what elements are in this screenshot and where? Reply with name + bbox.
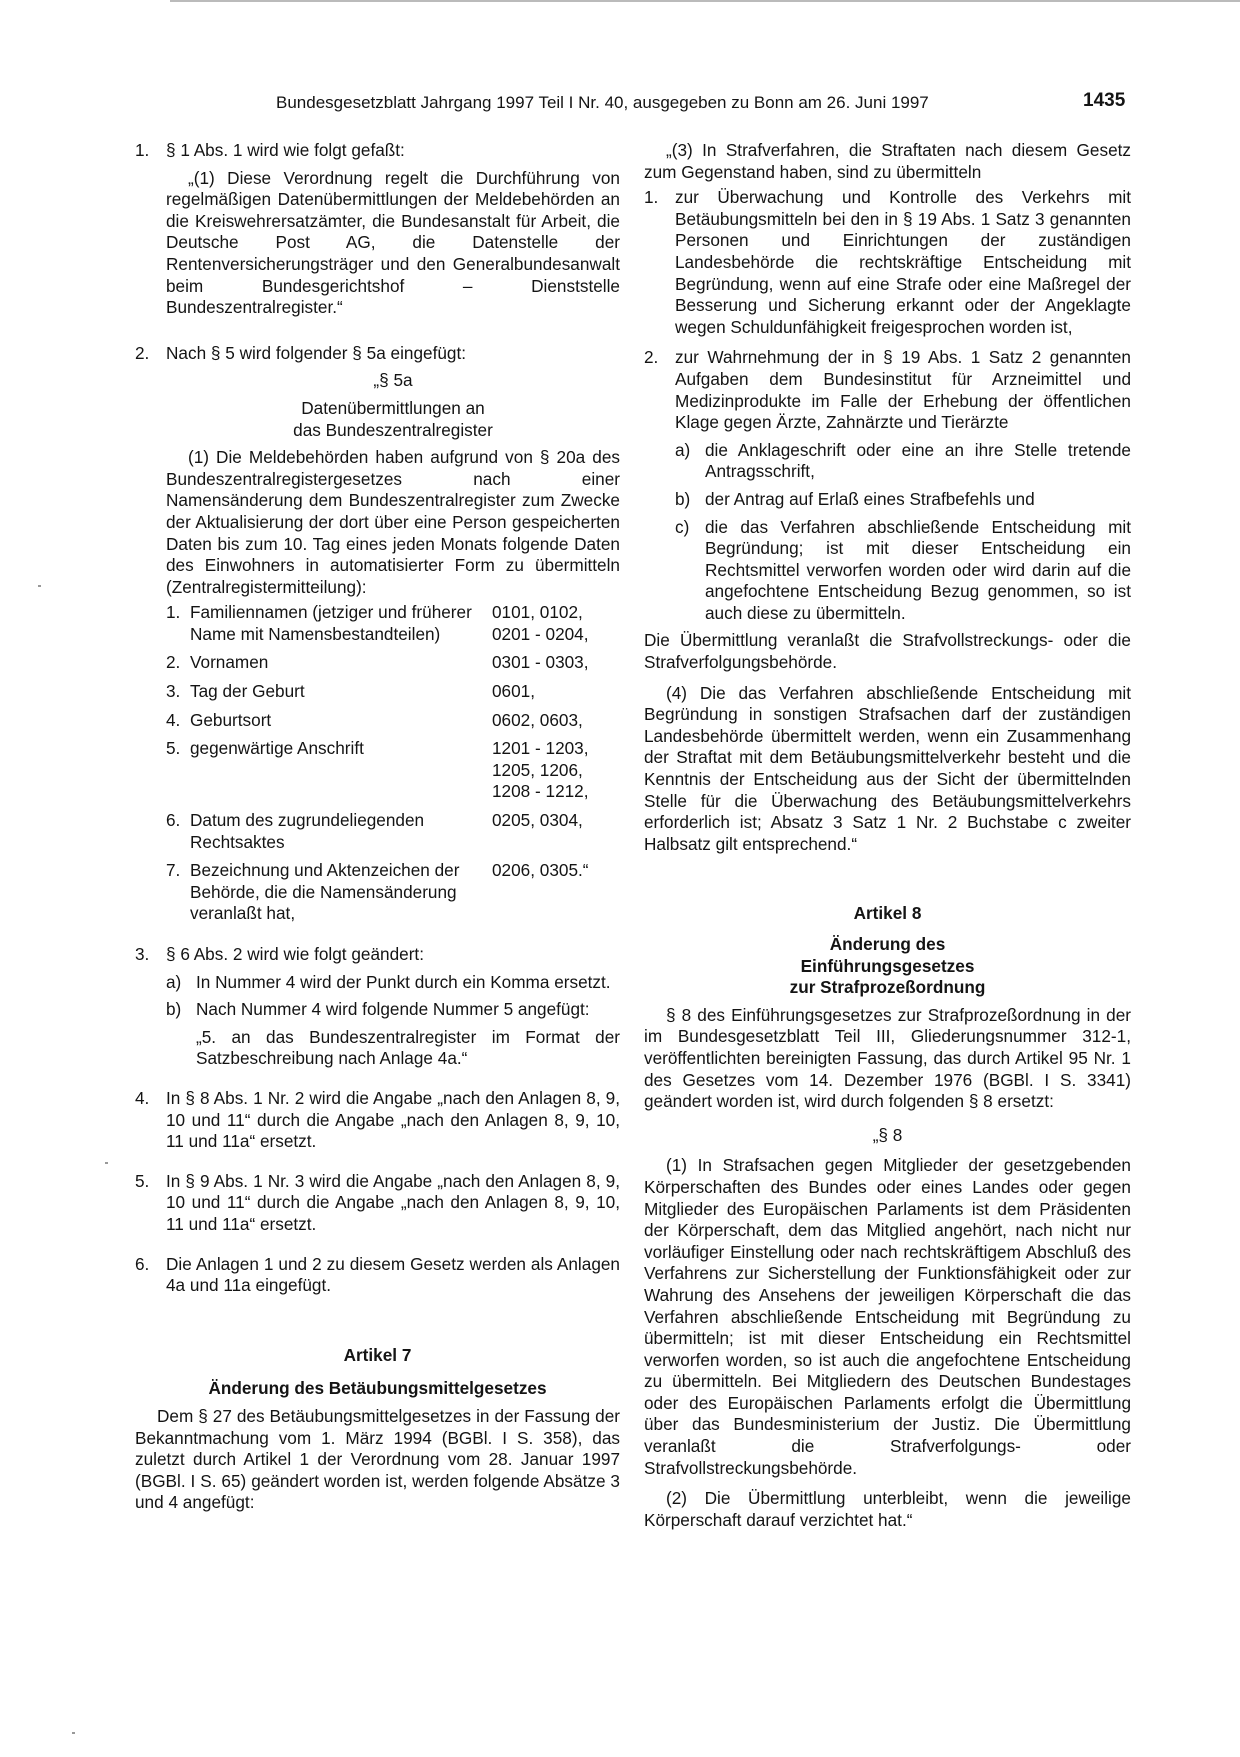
table-row xyxy=(166,710,620,732)
scan-speck xyxy=(105,1162,108,1164)
page-number: 1435 xyxy=(1083,90,1126,111)
item-number: 1. xyxy=(135,140,150,160)
section-heading: „§ 8 xyxy=(872,1124,903,1145)
table-row xyxy=(166,810,620,853)
row-number: 6. xyxy=(166,810,181,831)
sub-item xyxy=(166,999,620,1021)
sub-item xyxy=(675,489,1131,511)
quoted-item: „5. an das Bundeszentralregister im Format der Satzbeschreibung nach Anlage 4a.“ xyxy=(196,1026,620,1069)
row-code: 0205, 0304, xyxy=(492,810,583,831)
sub-item-letter: c) xyxy=(675,516,690,537)
sub-item xyxy=(675,517,1131,625)
sub-item-text: In Nummer 4 wird der Punkt durch ein Komma ersetzt. xyxy=(196,971,611,992)
sub-item-letter: b) xyxy=(166,999,182,1020)
paragraph: (1) Die Meldebehörden haben aufgrund von § 20a des Bundeszentralregistergesetzes nach einer Namensänderung dem Bundeszentralregister zum Zwecke der Aktualisierung der dort über eine Person gespeicherten Daten bis zum 10. Tag eines jeden Monats folgende Daten des Einwohners in automatisierter Form zu übermitteln (Zentralregistermitteilung): xyxy=(166,447,620,597)
table-row xyxy=(166,681,620,703)
article-heading: Artikel 8 xyxy=(853,903,922,924)
article-title: Änderung des xyxy=(829,934,946,954)
list-item xyxy=(135,1088,620,1153)
item-number: 6. xyxy=(135,1253,150,1274)
sub-item-letter: a) xyxy=(166,971,182,992)
top-edge-rule xyxy=(170,0,1240,2)
sub-item-text: die Anklageschrift oder eine an ihre Stelle tretende Antragsschrift, xyxy=(705,439,1131,482)
sub-item-text: die das Verfahren abschließende Entscheidung mit Begründung; ist mit dieser Entscheidung ein Rechtsmittel verworfen worden oder wird darin auf die angefochtene Entscheidung Bezug genommen, so ist auch diese zu übermitteln. xyxy=(705,516,1131,623)
row-code: 1201 - 1203, 1205, 1206, 1208 - 1212, xyxy=(492,738,589,802)
item-number: 2. xyxy=(135,342,150,363)
table-row xyxy=(166,860,620,925)
item-number: 2. xyxy=(644,347,659,368)
list-item xyxy=(135,140,620,162)
sub-item xyxy=(166,972,620,994)
row-label: Vornamen xyxy=(190,652,269,673)
section-heading: „§ 5a xyxy=(373,370,413,391)
row-number: 3. xyxy=(166,681,181,702)
item-text: Nach § 5 wird folgender § 5a eingefügt: xyxy=(166,342,467,363)
running-header: Bundesgesetzblatt Jahrgang 1997 Teil I Nr. 40, ausgegeben zu Bonn am 26. Juni 1997 xyxy=(276,93,929,112)
article-title: zur Strafprozeßordnung xyxy=(789,977,986,998)
paragraph: Die Übermittlung veranlaßt die Strafvollstreckungs- oder die Strafverfolgungsbehörde. xyxy=(644,630,1131,673)
sub-item-letter: b) xyxy=(675,488,691,509)
paragraph: § 8 des Einführungsgesetzes zur Strafprozeßordnung in der im Bundesgesetzblatt Teil III, Gliederungsnummer 312-1, veröffentlichten bereinigten Fassung, das durch Artikel 95 Nr. 1 des Gesetzes vom 14. Dezember 1976 (BGBl. I S. 3341) geändert worden ist, wird durch folgenden § 8 ersetzt: xyxy=(644,1004,1131,1112)
paragraph: „(3) In Strafverfahren, die Straftaten nach diesem Gesetz zum Gegenstand haben, sind zu übermitteln xyxy=(644,140,1131,182)
table-row xyxy=(166,652,620,674)
article-title: Einführungsgesetzes xyxy=(800,955,975,976)
row-number: 1. xyxy=(166,602,181,623)
list-item xyxy=(135,1171,620,1236)
list-item xyxy=(135,343,620,365)
sub-item xyxy=(675,440,1131,483)
scan-speck xyxy=(72,1732,75,1734)
row-label: gegenwärtige Anschrift xyxy=(190,738,364,759)
paragraph: (4) Die das Verfahren abschließende Entscheidung mit Begründung in sonstigen Strafsachen darf der zuständigen Landesbehörde übermittelt werden, wenn ein Zusammenhang der Straftat mit dem Betäubungsmittelverkehr besteht und die Kenntnis der Entscheidung aus der Sicht der übermittelnden Stelle für die Überwachung des Betäubungsmittelverkehrs erforderlich ist; Absatz 3 Satz 1 Nr. 2 Buchstabe c zweiter Halbsatz gilt entsprechend.“ xyxy=(644,682,1131,854)
row-code: 0301 - 0303, xyxy=(492,652,589,673)
item-number: 3. xyxy=(135,944,150,964)
row-code: 0602, 0603, xyxy=(492,709,583,730)
row-code: 0601, xyxy=(492,681,536,702)
list-item xyxy=(644,187,1131,338)
row-code: 0101, 0102, 0201 - 0204, xyxy=(492,602,589,644)
paragraph: (2) Die Übermittlung unterbleibt, wenn die jeweilige Körperschaft darauf verzichtet hat.“ xyxy=(644,1488,1131,1530)
list-item xyxy=(135,1254,620,1297)
scan-speck xyxy=(38,585,41,587)
item-text: zur Wahrnehmung der in § 19 Abs. 1 Satz 2 genannten Aufgaben dem Bundesinstitut für Arzneimittel und Medizinprodukte im Falle der Erhebung der öffentlichen Klage gegen Ärzte, Zahnärzte und Tierärzte xyxy=(675,347,1131,433)
sub-item-text: Nach Nummer 4 wird folgende Nummer 5 angefügt: xyxy=(196,999,590,1020)
quoted-paragraph: „(1) Diese Verordnung regelt die Durchführung von regelmäßigen Datenübermittlungen der Meldebehörden an die Kreiswehrersatzämter, die Bundesanstalt für Arbeit, die Deutsche Post AG, die Datenstelle der Rentenversicherungsträger und den Generalbundesanwalt beim Bundesgerichtshof – Dienststelle Bundeszentralregister.“ xyxy=(166,167,620,318)
section-title: das Bundeszentralregister xyxy=(293,419,493,440)
row-label: Geburtsort xyxy=(190,709,272,730)
paragraph: Dem § 27 des Betäubungsmittelgesetzes in der Fassung der Bekanntmachung vom 1. März 1994 (BGBl. I S. 358), das zuletzt durch Artikel 1 der Verordnung vom 28. Januar 1997 (BGBl. I S. 65) geändert worden ist, werden folgende Absätze 3 und 4 angefügt: xyxy=(135,1405,620,1513)
item-number: 4. xyxy=(135,1087,150,1108)
item-text: In § 9 Abs. 1 Nr. 3 wird die Angabe „nach den Anlagen 8, 9, 10 und 11“ durch die Angabe „nach den Anlagen 8, 9, 10, 11 und 11a“ ersetzt. xyxy=(166,1170,620,1234)
sub-item-letter: a) xyxy=(675,439,691,460)
item-number: 5. xyxy=(135,1170,150,1191)
row-code: 0206, 0305.“ xyxy=(492,860,589,881)
article-heading: Artikel 7 xyxy=(343,1344,412,1365)
row-number: 7. xyxy=(166,860,181,881)
item-text: In § 8 Abs. 1 Nr. 2 wird die Angabe „nach den Anlagen 8, 9, 10 und 11“ durch die Angabe „nach den Anlagen 8, 9, 10, 11 und 11a“ ersetzt. xyxy=(166,1087,620,1152)
row-label: Familiennamen (jetziger und früherer Name mit Namensbestandteilen) xyxy=(190,602,472,644)
section-title: Datenübermittlungen an xyxy=(301,397,485,418)
row-label: Tag der Geburt xyxy=(190,681,305,702)
table-row xyxy=(166,602,620,645)
row-number: 4. xyxy=(166,709,181,730)
list-item xyxy=(644,347,1131,433)
left-column xyxy=(135,140,620,1514)
right-column xyxy=(644,140,1131,1531)
row-number: 5. xyxy=(166,738,181,759)
item-text: zur Überwachung und Kontrolle des Verkehrs mit Betäubungsmitteln bei den in § 19 Abs. 1 Satz 3 genannten Personen und Einrichtungen der zuständigen Landesbehörde die rechtskräftige Entscheidung mit Begründung, wenn auf eine Strafe oder eine Maßregel der Besserung und Sicherung erkannt oder der Angeklagte wegen Schuldunfähigkeit freigesprochen worden ist, xyxy=(675,187,1131,337)
item-text: Die Anlagen 1 und 2 zu diesem Gesetz werden als Anlagen 4a und 11a eingefügt. xyxy=(166,1253,620,1296)
article-title: Änderung des Betäubungsmittelgesetzes xyxy=(208,1378,547,1399)
item-text: § 6 Abs. 2 wird wie folgt geändert: xyxy=(166,944,424,964)
row-label: Bezeichnung und Aktenzeichen der Behörde, die die Namensänderung veranlaßt hat, xyxy=(190,860,460,924)
sub-item-text: der Antrag auf Erlaß eines Strafbefehls und xyxy=(705,488,1035,509)
item-number: 1. xyxy=(644,187,659,208)
item-text: § 1 Abs. 1 wird wie folgt gefaßt: xyxy=(166,140,405,160)
row-label: Datum des zugrundeliegenden Rechtsaktes xyxy=(190,810,425,852)
paragraph: (1) In Strafsachen gegen Mitglieder der gesetzgebenden Körperschaften des Bundes oder eines Landes oder gegen Mitglieder des Europäischen Parlaments ist dem Präsidenten der Körperschaft, dem das Mitglied angehört, nach nicht nur vorläufiger Einstellung oder nach rechtskräftigem Abschluß des Verfahrens zur Sicherstellung der Funktionsfähigkeit oder zur Wahrung des Ansehens der jeweiligen Körperschaft die das Verfahren abschließende Entscheidung mit Begründung zu übermitteln; ist mit dieser Entscheidung ein Rechtsmittel verworfen worden, so ist auch die angefochtene Entscheidung zu übermitteln. Bei Mitgliedern des Deutschen Bundestages oder des Europäischen Parlaments erfolgt die Übermittlung über das Bundesministerium der Justiz. Die Übermittlung veranlaßt die Strafverfolgungs- oder Strafvollstreckungsbehörde. xyxy=(644,1155,1131,1478)
table-row xyxy=(166,738,620,803)
list-item xyxy=(135,944,620,966)
data-table xyxy=(166,602,620,925)
row-number: 2. xyxy=(166,652,181,673)
